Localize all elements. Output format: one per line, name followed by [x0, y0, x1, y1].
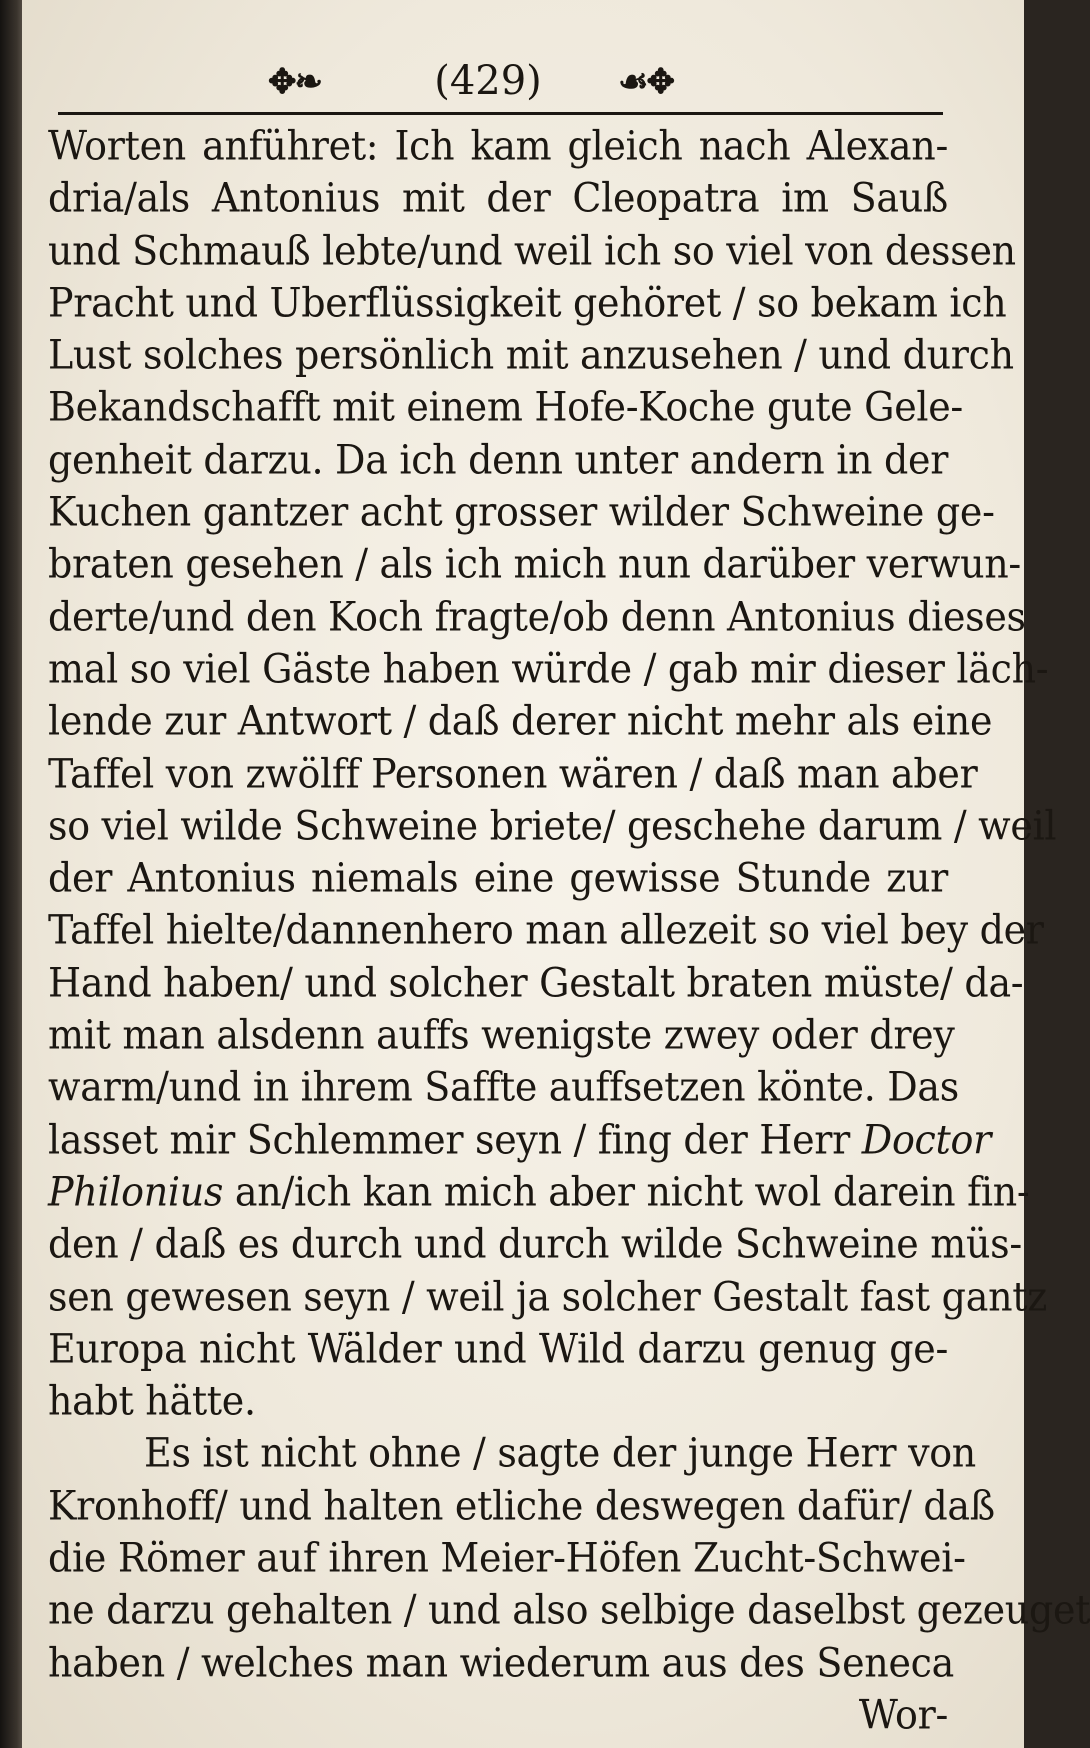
text-line: die Römer auf ihren Meier-Höfen Zucht-Schwei-	[48, 1534, 966, 1582]
text-line: ne darzu gehalten / und also selbige daselbst gezeuget	[48, 1587, 1090, 1634]
text-line: Kuchen gantzer acht grosser wilder Schweine ge-	[48, 488, 995, 536]
body-text	[48, 120, 1090, 1741]
text-line: braten gesehen / als ich mich nun darüber verwun-	[48, 541, 1021, 588]
text-line: den / daß es durch und durch wilde Schweine müs-	[48, 1221, 1022, 1268]
italic-name-philonius: Philonius	[48, 1168, 224, 1216]
text-line: dria/als Antonius mit der Cleopatra im Sauß	[48, 175, 948, 222]
text-line: Hand haben/ und solcher Gestalt braten müste/ da-	[48, 959, 1024, 1006]
text-line: genheit darzu. Da ich denn unter andern in der	[48, 436, 949, 483]
text-line: lende zur Antwort / daß derer nicht mehr als eine	[48, 698, 993, 745]
text-line: warm/und in ihrem Saffte auffsetzen könte. Das	[48, 1064, 959, 1111]
book-page	[22, 0, 1090, 1748]
text-line: der Antonius niemals eine gewisse Stunde zur	[48, 855, 948, 902]
text-line: Worten anführet: Ich kam gleich nach Alexan-	[48, 122, 948, 170]
header-rule	[58, 112, 943, 115]
text-line	[48, 1165, 1030, 1220]
text-line	[48, 1112, 991, 1167]
text-line: habt hätte.	[48, 1378, 256, 1425]
text-line: Es ist nicht ohne / sagte der junge Herr von	[144, 1430, 976, 1477]
text-line: Bekandschafft mit einem Hofe-Koche gute Gele-	[48, 384, 963, 431]
text-line: Europa nicht Wälder und Wild darzu genug ge-	[48, 1325, 948, 1372]
text-line: und Schmauß lebte/und weil ich so viel von dessen	[48, 227, 1016, 274]
text-segment: lasset mir Schlemmer seyn / fing der Herr	[48, 1116, 851, 1163]
catchword: Wor-	[858, 1691, 948, 1738]
text-line: Taffel von zwölff Personen wären / daß man aber	[48, 750, 978, 797]
ornament-left-icon: ✥❧	[268, 62, 321, 102]
page-number: (429)	[434, 58, 542, 104]
ornament-right-icon: ☙✥	[618, 62, 673, 102]
text-line: mal so viel Gäste haben würde / gab mir dieser läch-	[48, 645, 1049, 693]
text-line: Taffel hielte/dannenhero man allezeit so viel bey der	[48, 907, 1044, 954]
text-line: haben / welches man wiederum aus des Seneca	[48, 1639, 954, 1686]
italic-name-doctor: Doctor	[861, 1116, 991, 1163]
text-segment: an/ich kan mich aber nicht wol darein fin-	[234, 1168, 1030, 1216]
text-line: so viel wilde Schweine briete/ geschehe darum / weil	[48, 802, 1057, 849]
text-line: derte/und den Koch fragte/ob denn Antonius dieses	[48, 593, 1026, 640]
page-header	[38, 58, 943, 114]
text-line: Kronhoff/ und halten etliche deswegen dafür/ daß	[48, 1482, 995, 1529]
text-line: Pracht und Uberflüssigkeit gehöret / so bekam ich	[48, 279, 1007, 326]
text-line: mit man alsdenn auffs wenigste zwey oder drey	[48, 1011, 955, 1059]
text-line: sen gewesen seyn / weil ja solcher Gestalt fast gantz	[48, 1273, 1047, 1320]
text-line: Lust solches persönlich mit anzusehen / und durch	[48, 332, 1014, 379]
